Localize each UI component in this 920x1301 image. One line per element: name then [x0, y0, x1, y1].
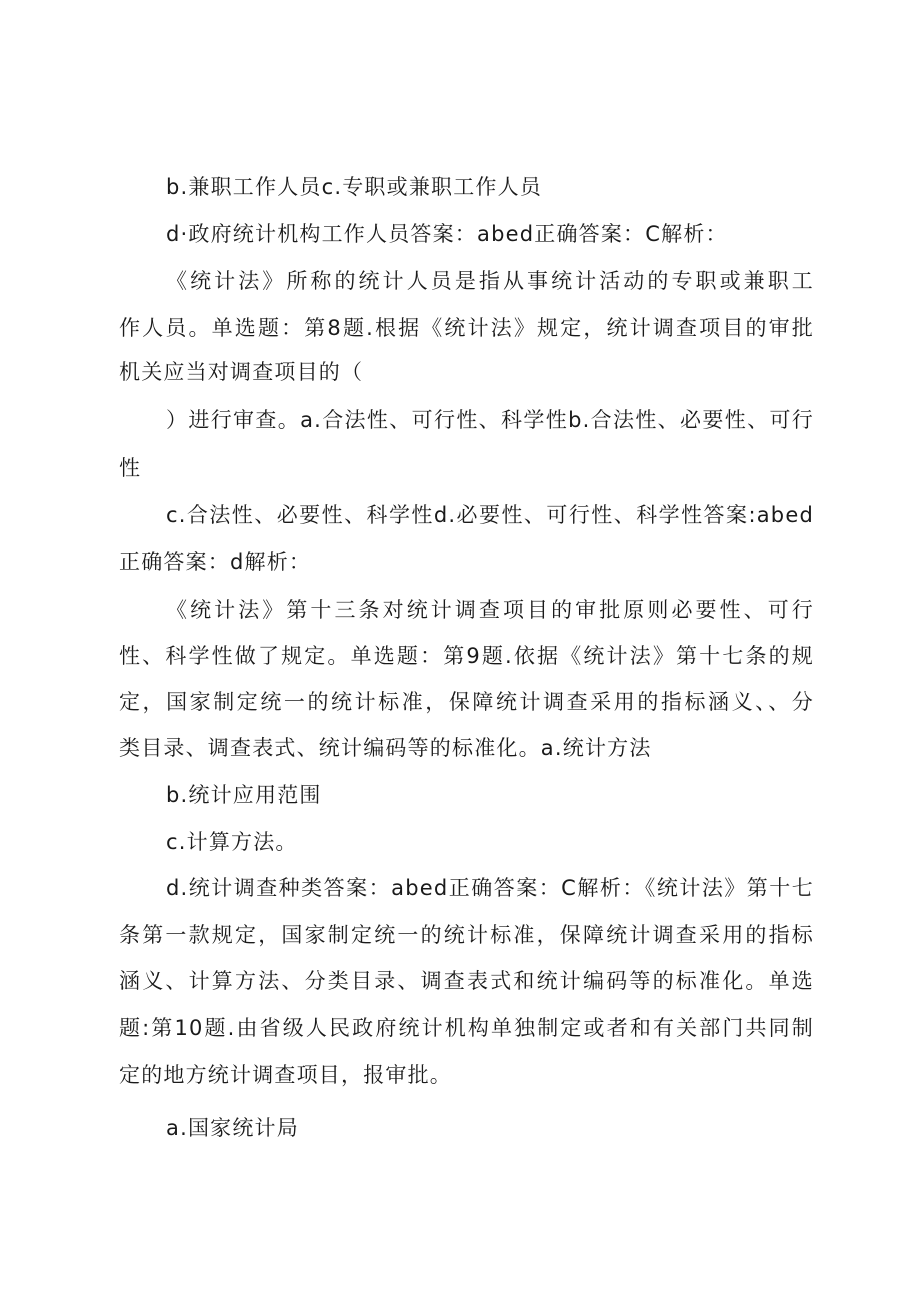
- text-line: 条第一款规定，国家制定统一的统计标准，保障统计调查采用的指标: [119, 923, 814, 947]
- text-line: c.合法性、必要性、科学性d.必要性、可行性、科学性答案:abed: [166, 503, 814, 527]
- text-line: 涵义、计算方法、分类目录、调查表式和统计编码等的标准化。单选: [119, 969, 814, 993]
- text-line: 《统计法》所称的统计人员是指从事统计活动的专职或兼职工: [166, 269, 814, 293]
- text-line: b.兼职工作人员c.专职或兼职工作人员: [166, 175, 543, 199]
- text-line: d·政府统计机构工作人员答案：abed正确答案：C解析：: [166, 222, 728, 246]
- text-line: 性、科学性做了规定。单选题：第9题.依据《统计法》第十七条的规: [119, 644, 814, 668]
- text-line: 定的地方统计调查项目，报审批。: [119, 1063, 452, 1087]
- text-line: 性: [119, 456, 142, 480]
- text-line: 作人员。单选题：第8题.根据《统计法》规定，统计调查项目的审批: [119, 316, 814, 340]
- text-line: 机关应当对调查项目的（: [119, 360, 364, 384]
- text-line: 题:第10题.由省级人民政府统计机构单独制定或者和有关部门共同制: [119, 1016, 814, 1040]
- text-line: a.国家统计局: [166, 1116, 299, 1140]
- text-line: c.计算方法。: [166, 830, 298, 854]
- text-line: ）进行审查。a.合法性、可行性、科学性b.合法性、必要性、可行: [166, 408, 814, 432]
- text-line: b.统计应用范围: [166, 783, 322, 807]
- text-line: 类目录、调查表式、统计编码等的标准化。a.统计方法: [119, 736, 652, 760]
- text-line: 正确答案：d解析：: [119, 550, 312, 574]
- text-line: d.统计调查种类答案：abed正确答案：C解析：《统计法》第十七: [166, 876, 814, 900]
- text-line: 《统计法》第十三条对统计调查项目的审批原则必要性、可行: [166, 598, 814, 622]
- text-line: 定，国家制定统一的统计标准，保障统计调查采用的指标涵义、、分: [119, 690, 814, 714]
